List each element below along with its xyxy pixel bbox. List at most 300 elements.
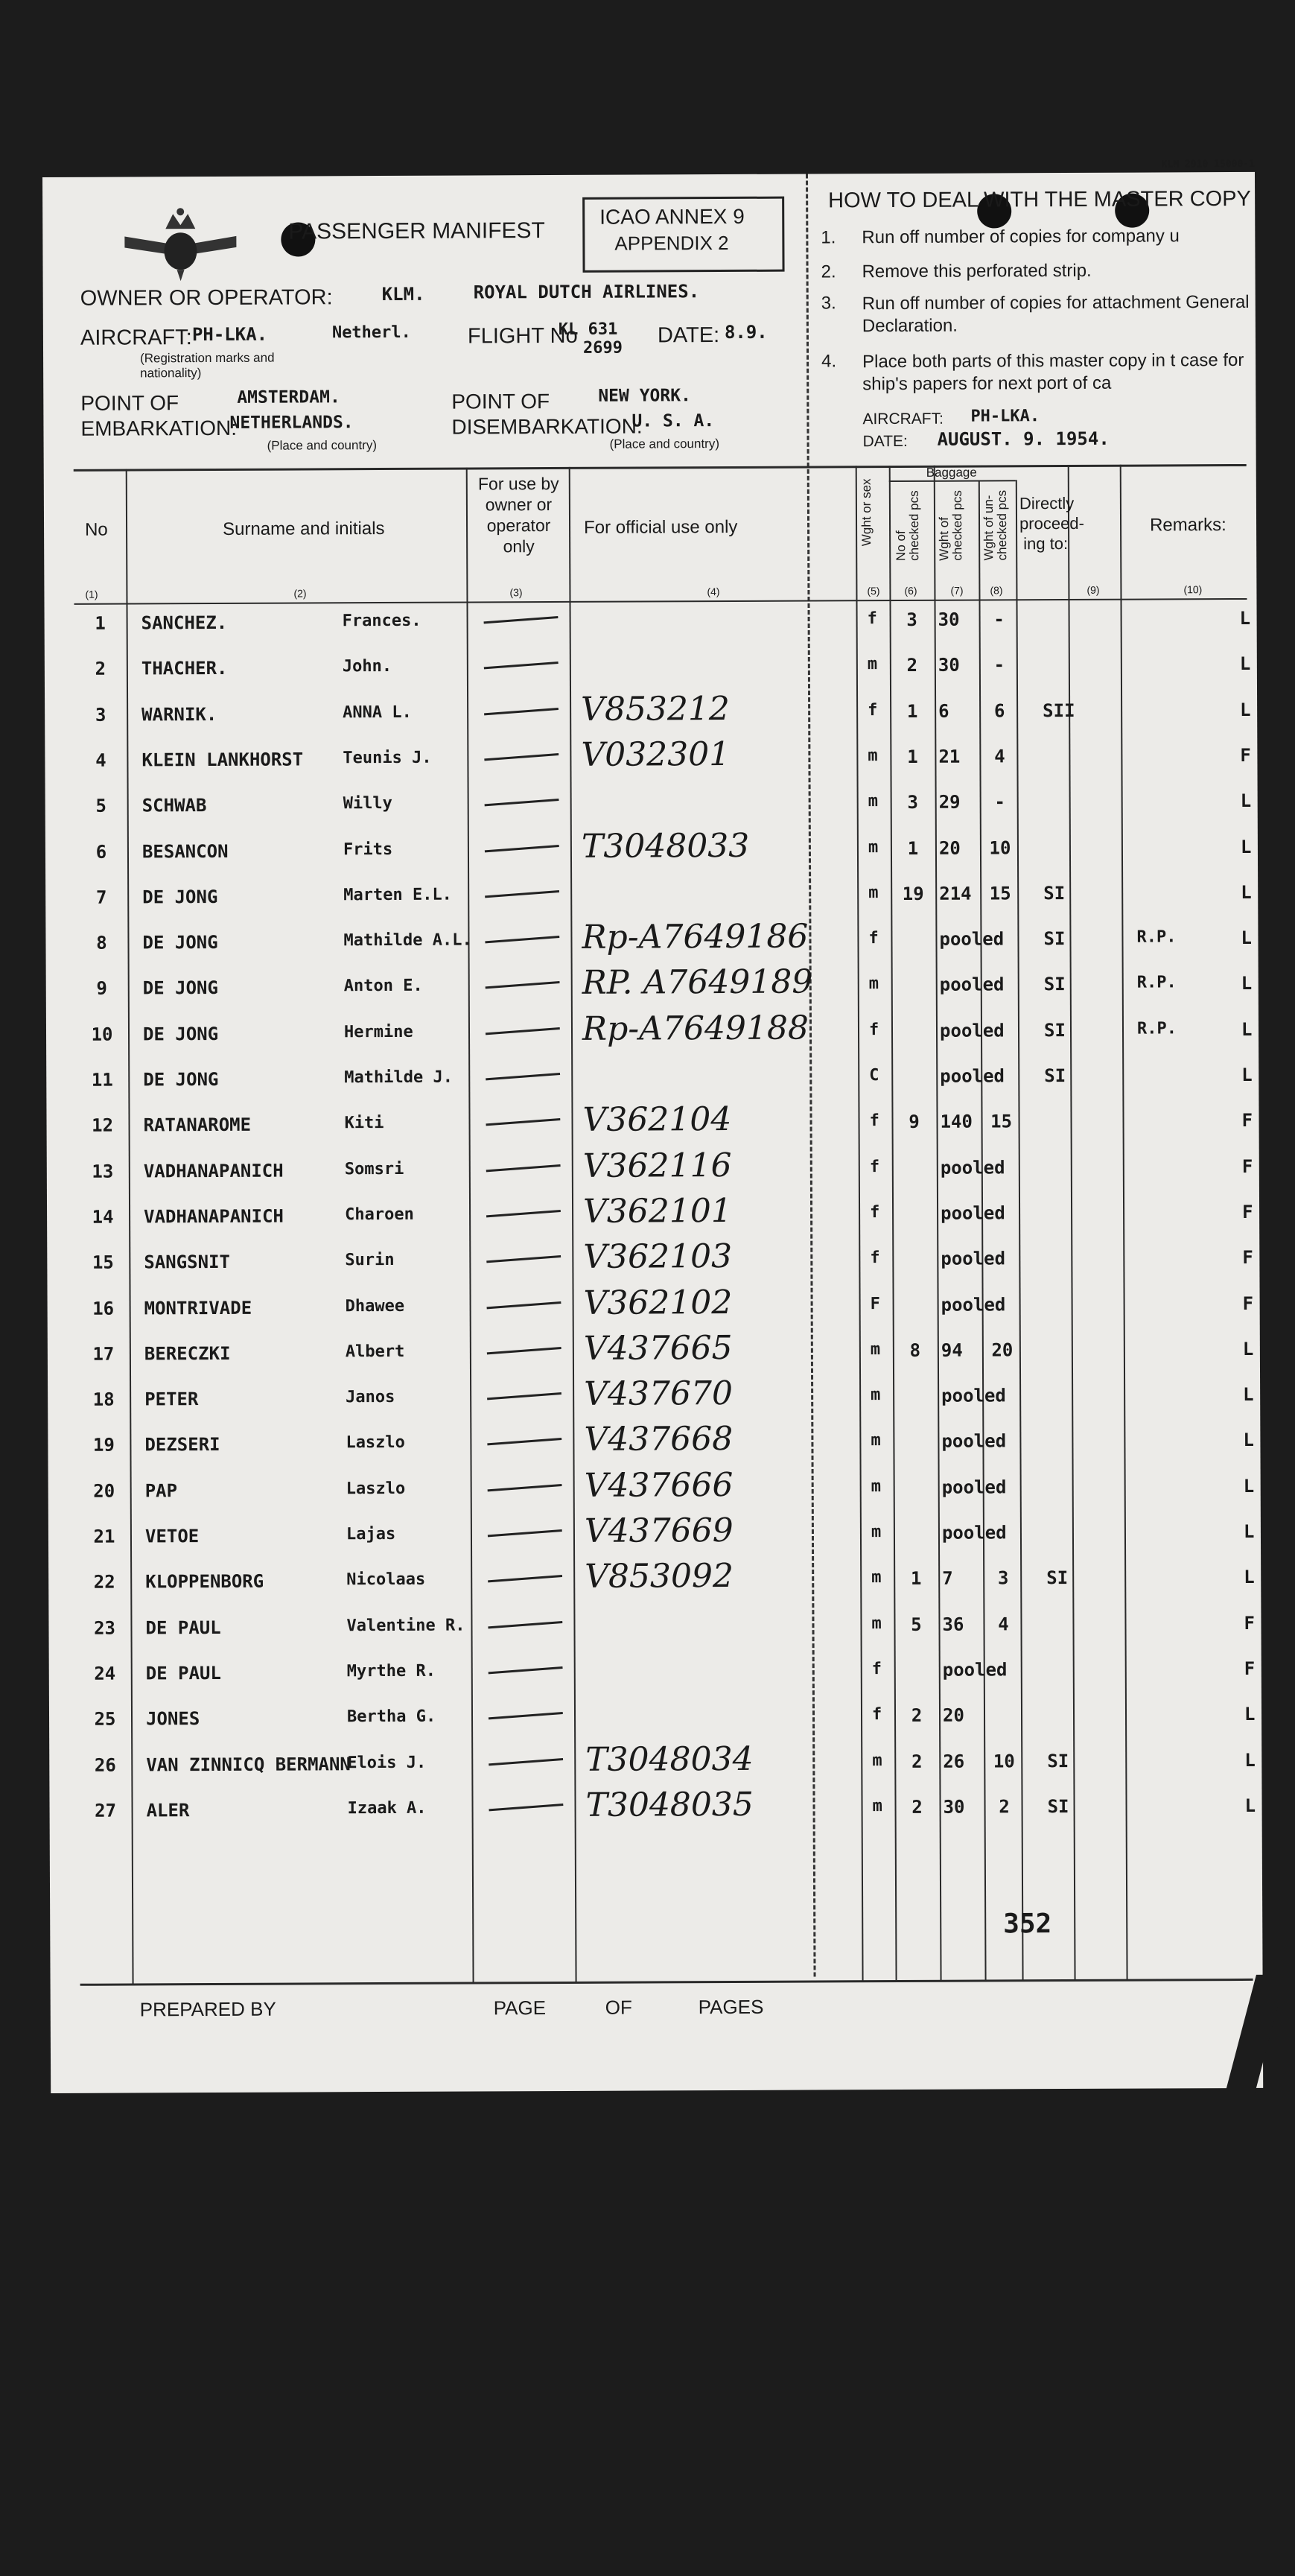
cell-no: 14 bbox=[92, 1206, 114, 1228]
cell-dest: SI bbox=[1043, 1019, 1066, 1041]
cell-sex: m bbox=[871, 1523, 882, 1542]
embarkation-note: (Place and country) bbox=[267, 438, 378, 453]
cell-no: 21 bbox=[93, 1526, 115, 1547]
check-mark-stroke bbox=[487, 1392, 561, 1400]
check-mark-stroke bbox=[485, 890, 559, 898]
cell-wt: pooled bbox=[939, 974, 1005, 996]
cell-given: Surin bbox=[345, 1251, 395, 1270]
cell-official: V437670 bbox=[584, 1374, 733, 1413]
cell-sex: m bbox=[868, 837, 879, 857]
cell-rem: F bbox=[1240, 744, 1251, 766]
cell-sex: f bbox=[867, 609, 877, 629]
check-mark-stroke bbox=[484, 662, 559, 669]
col-remarks: Remarks: bbox=[1149, 515, 1226, 536]
cell-sex: F bbox=[870, 1294, 880, 1313]
cell-wt: pooled bbox=[940, 1156, 1005, 1178]
cell-sex: m bbox=[868, 792, 878, 811]
cell-official: V853212 bbox=[581, 689, 730, 729]
cell-wt: 30 bbox=[938, 609, 960, 630]
cell-given: Marten E.L. bbox=[343, 885, 452, 905]
instruction-4-num: 4. bbox=[821, 351, 837, 372]
cell-rem: L bbox=[1244, 1795, 1256, 1816]
col-num-9: (9) bbox=[1086, 583, 1100, 596]
cell-sex: f bbox=[869, 1111, 879, 1131]
cell-given: Hermine bbox=[343, 1022, 413, 1041]
cell-surname: SANCHEZ. bbox=[141, 612, 228, 634]
cell-official: V362103 bbox=[583, 1237, 733, 1277]
cell-no: 23 bbox=[93, 1617, 116, 1639]
cell-no: 18 bbox=[92, 1389, 115, 1410]
page-total: 352 bbox=[1003, 1909, 1052, 1940]
owner-label: OWNER OR OPERATOR: bbox=[80, 285, 333, 311]
cell-official: V853092 bbox=[585, 1557, 734, 1596]
cell-official: V362102 bbox=[583, 1283, 733, 1322]
aircraft-value: PH-LKA. bbox=[191, 323, 268, 346]
check-mark-stroke bbox=[488, 1621, 562, 1628]
cell-official: T3048033 bbox=[581, 826, 750, 866]
cell-sex: m bbox=[868, 883, 879, 902]
check-mark-stroke bbox=[486, 1164, 561, 1172]
cell-given: Teunis J. bbox=[343, 748, 432, 768]
instruction-3-num: 3. bbox=[821, 293, 836, 314]
registration-note: (Registration marks and nationality) bbox=[140, 350, 275, 381]
cell-no: 19 bbox=[92, 1434, 115, 1456]
cell-official: V362104 bbox=[582, 1100, 732, 1140]
table-row bbox=[45, 608, 1257, 659]
cell-official: RP. A7649189 bbox=[582, 962, 813, 1003]
instruction-1-num: 1. bbox=[821, 227, 836, 248]
cell-no: 6 bbox=[95, 841, 107, 863]
cell-pcs: 2 bbox=[911, 1751, 923, 1772]
cell-surname: VAN ZINNICQ BERMANN bbox=[146, 1753, 351, 1775]
cell-dest: SI bbox=[1047, 1750, 1069, 1771]
cell-wt: pooled bbox=[940, 1065, 1005, 1087]
cell-rp: R.P. bbox=[1136, 973, 1177, 992]
cell-dest: SI bbox=[1043, 974, 1066, 995]
cell-rem: L bbox=[1240, 699, 1251, 720]
cell-sex: f bbox=[868, 700, 878, 720]
cell-sex: m bbox=[871, 1386, 881, 1405]
cell-official: Rp-A7649188 bbox=[582, 1009, 809, 1048]
cell-no: 17 bbox=[92, 1343, 115, 1365]
cell-surname: THACHER. bbox=[141, 658, 228, 679]
cell-surname: SANGSNIT bbox=[144, 1251, 231, 1273]
cell-sex: m bbox=[867, 655, 878, 674]
instructions-date-label: DATE: bbox=[862, 432, 908, 451]
col-weight-sex: Wght or sex bbox=[859, 478, 874, 547]
cell-official: T3048035 bbox=[585, 1785, 754, 1824]
cell-given: Laszlo bbox=[346, 1479, 406, 1498]
cell-wt: 29 bbox=[938, 791, 961, 813]
cell-wt: 214 bbox=[939, 883, 972, 904]
cell-given: Frances. bbox=[342, 611, 421, 631]
cell-given: Dhawee bbox=[345, 1296, 405, 1316]
cell-unwt: 15 bbox=[990, 1111, 1013, 1132]
cell-given: Mathilde A.L. bbox=[343, 930, 472, 951]
embarkation-value: AMSTERDAM. bbox=[237, 387, 340, 407]
cell-surname: DE PAUL bbox=[145, 1617, 221, 1639]
cell-wt: 26 bbox=[943, 1751, 965, 1772]
check-mark-stroke bbox=[485, 845, 559, 852]
cell-wt: pooled bbox=[941, 1522, 1007, 1544]
cell-dest: SI bbox=[1043, 928, 1066, 950]
cell-rem: L bbox=[1239, 607, 1251, 629]
passenger-table bbox=[45, 608, 1262, 1879]
cell-surname: VADHANAPANICH bbox=[143, 1160, 284, 1182]
sheet-notch bbox=[1225, 1975, 1286, 2094]
cell-no: 27 bbox=[95, 1800, 117, 1821]
cell-wt: pooled bbox=[941, 1202, 1005, 1224]
cell-rem: L bbox=[1239, 653, 1251, 675]
check-mark-stroke bbox=[489, 1666, 563, 1674]
cell-wt: 21 bbox=[938, 746, 961, 767]
col-directly: Directly proceed-ing to: bbox=[1019, 493, 1084, 553]
cell-no: 11 bbox=[91, 1069, 113, 1091]
cell-given: Elois J. bbox=[347, 1753, 427, 1772]
cell-dest: SI bbox=[1044, 1065, 1066, 1087]
cell-wt: 36 bbox=[942, 1614, 964, 1635]
cell-pcs: 1 bbox=[906, 700, 918, 722]
cell-official: V437665 bbox=[583, 1328, 733, 1368]
cell-unwt: 15 bbox=[989, 883, 1011, 904]
cell-official: V437668 bbox=[584, 1420, 734, 1459]
disembarkation-label: POINT OF DISEMBARKATION: bbox=[451, 390, 643, 439]
cell-given: Izaak A. bbox=[347, 1798, 427, 1818]
cell-pcs: 3 bbox=[907, 792, 918, 813]
cell-wt: pooled bbox=[939, 928, 1005, 950]
cell-given: ANNA L. bbox=[343, 702, 412, 722]
col-unchecked-wt: Wght of un-checked pcs bbox=[981, 489, 1010, 561]
page-title: PASSENGER MANIFEST bbox=[288, 218, 545, 244]
annex-label: ICAO ANNEX 9 bbox=[599, 204, 745, 229]
instruction-2-num: 2. bbox=[821, 261, 836, 282]
cell-given: Mathilde J. bbox=[344, 1067, 454, 1088]
flight-value-2: 2699 bbox=[582, 338, 623, 358]
cell-sex: f bbox=[870, 1202, 880, 1222]
cell-wt: pooled bbox=[941, 1248, 1006, 1269]
cell-sex: f bbox=[868, 929, 879, 948]
cell-given: Valentine R. bbox=[346, 1616, 465, 1635]
check-mark-stroke bbox=[487, 1347, 561, 1354]
cell-unwt: 6 bbox=[993, 699, 1005, 722]
check-mark-stroke bbox=[488, 1575, 562, 1582]
cell-rem: F bbox=[1241, 1155, 1253, 1177]
cell-no: 24 bbox=[94, 1663, 116, 1684]
check-mark-stroke bbox=[487, 1301, 561, 1309]
cell-dest: SI bbox=[1047, 1795, 1069, 1817]
cell-rem: F bbox=[1244, 1612, 1255, 1634]
cell-sex: m bbox=[868, 746, 878, 766]
table-row bbox=[49, 1658, 1261, 1709]
cell-given: John. bbox=[342, 657, 392, 676]
col-num-4: (4) bbox=[707, 586, 720, 598]
cell-rem: F bbox=[1242, 1247, 1253, 1269]
cell-surname: BERECZKI bbox=[144, 1342, 231, 1365]
cell-sex: m bbox=[871, 1431, 881, 1450]
cell-unwt: 10 bbox=[993, 1750, 1015, 1771]
appendix-label: APPENDIX 2 bbox=[614, 231, 729, 255]
col-surname: Surname and initials bbox=[223, 518, 385, 539]
cell-sex: f bbox=[871, 1659, 882, 1679]
annex-box bbox=[582, 197, 784, 273]
cell-surname: DE JONG bbox=[143, 1068, 219, 1091]
of-label: OF bbox=[605, 1996, 632, 2019]
cell-rem: L bbox=[1244, 1567, 1255, 1588]
instruction-3-text: Run off number of copies for attachment General Declaration. bbox=[862, 291, 1250, 337]
cell-wt: pooled bbox=[942, 1659, 1008, 1681]
cell-given: Willy bbox=[343, 794, 392, 813]
cell-surname: DE PAUL bbox=[145, 1662, 221, 1684]
col-num-5: (5) bbox=[867, 585, 880, 597]
cell-no: 12 bbox=[92, 1114, 114, 1137]
cell-pcs: 3 bbox=[906, 609, 917, 630]
cell-no: 2 bbox=[95, 658, 106, 679]
cell-pcs: 5 bbox=[911, 1614, 922, 1635]
cell-rem: L bbox=[1240, 790, 1252, 812]
flight-value: KL 631 bbox=[558, 320, 618, 339]
cell-rem: L bbox=[1241, 1064, 1253, 1085]
cell-pcs: 9 bbox=[909, 1111, 920, 1133]
cell-surname: VADHANAPANICH bbox=[144, 1205, 284, 1228]
check-mark-stroke bbox=[485, 799, 559, 806]
cell-official: V362101 bbox=[582, 1191, 732, 1231]
cell-sex: f bbox=[869, 1157, 880, 1176]
owner-name: ROYAL DUTCH AIRLINES. bbox=[473, 281, 700, 303]
cell-pcs: 2 bbox=[906, 655, 918, 676]
header-bottom-rule bbox=[74, 598, 1247, 605]
cell-no: 7 bbox=[95, 886, 107, 908]
cell-no: 13 bbox=[92, 1161, 114, 1182]
disembarkation-note: (Place and country) bbox=[609, 437, 720, 451]
cell-given: Somsri bbox=[344, 1159, 404, 1178]
cell-no: 5 bbox=[95, 795, 106, 816]
col-official: For official use only bbox=[584, 516, 738, 538]
instructions-date-value: AUGUST. 9. 1954. bbox=[937, 428, 1110, 450]
cell-official: V032301 bbox=[581, 735, 731, 774]
cell-dest: SI bbox=[1043, 882, 1066, 904]
cell-given: Frits bbox=[343, 840, 393, 859]
cell-wt: 20 bbox=[938, 837, 961, 859]
cell-rp: R.P. bbox=[1136, 1019, 1177, 1038]
col-num-10: (10) bbox=[1183, 583, 1203, 596]
instruction-1-text: Run off number of copies for company u bbox=[862, 226, 1180, 248]
cell-unwt: 4 bbox=[994, 746, 1005, 767]
pages-label: PAGES bbox=[698, 1995, 764, 2019]
cell-given: Nicolaas bbox=[346, 1570, 426, 1590]
cell-rem: L bbox=[1240, 836, 1252, 857]
check-mark-stroke bbox=[487, 1438, 561, 1445]
cell-sex: m bbox=[871, 1568, 882, 1587]
page-label: PAGE bbox=[493, 1996, 547, 2020]
cell-rem: L bbox=[1241, 1018, 1253, 1040]
cell-given: Albert bbox=[345, 1342, 405, 1362]
cell-surname: VETOE bbox=[144, 1526, 200, 1547]
col-owner-use: For use by owner or operator only bbox=[477, 473, 559, 556]
check-mark-stroke bbox=[484, 708, 559, 715]
cell-rem: L bbox=[1242, 1338, 1254, 1360]
cell-rem: L bbox=[1243, 1384, 1254, 1406]
cell-sex: f bbox=[870, 1249, 880, 1268]
cell-no: 1 bbox=[95, 612, 106, 634]
instructions-aircraft-value: PH-LKA. bbox=[970, 407, 1040, 426]
cell-wt: pooled bbox=[941, 1430, 1007, 1453]
col-num-1: (1) bbox=[85, 588, 98, 600]
check-mark-stroke bbox=[486, 981, 560, 989]
cell-given: Janos bbox=[346, 1388, 395, 1407]
table-row bbox=[50, 1785, 1262, 1846]
cell-unwt: 3 bbox=[997, 1567, 1009, 1589]
embarkation-country: NETHERLANDS. bbox=[229, 413, 354, 433]
cell-surname: KLEIN LANKHORST bbox=[141, 749, 304, 771]
cell-surname: SCHWAB bbox=[141, 795, 207, 816]
cell-wt: 140 bbox=[940, 1111, 973, 1133]
cell-rem: L bbox=[1243, 1430, 1254, 1451]
cell-surname: MONTRIVADE bbox=[144, 1297, 252, 1319]
cell-unwt: 4 bbox=[998, 1613, 1009, 1635]
cell-no: 10 bbox=[91, 1024, 113, 1045]
cell-rem: L bbox=[1243, 1520, 1255, 1542]
cell-no: 4 bbox=[95, 749, 106, 771]
cell-unwt: 10 bbox=[989, 837, 1011, 858]
cell-official: V362116 bbox=[582, 1146, 732, 1185]
cell-no: 26 bbox=[94, 1754, 116, 1776]
embarkation-label: POINT OF EMBARKATION: bbox=[80, 391, 238, 440]
cell-given: Lajas bbox=[346, 1524, 396, 1544]
cell-unwt: 2 bbox=[999, 1796, 1010, 1818]
cell-given: Anton E. bbox=[343, 977, 423, 996]
cell-sex: f bbox=[871, 1705, 882, 1725]
check-mark-stroke bbox=[489, 1712, 563, 1719]
cell-pcs: 1 bbox=[907, 746, 918, 767]
cell-surname: JONES bbox=[145, 1708, 200, 1730]
cell-official: T3048034 bbox=[585, 1739, 754, 1779]
cell-official: V437666 bbox=[584, 1465, 734, 1505]
col-no: No bbox=[85, 519, 108, 540]
check-mark-stroke bbox=[484, 753, 559, 761]
disembarkation-country: U. S. A. bbox=[631, 411, 715, 431]
cell-sex: C bbox=[869, 1066, 879, 1085]
col-num-8: (8) bbox=[990, 584, 1003, 597]
cell-dest: SI bbox=[1046, 1567, 1069, 1589]
cell-wt: 7 bbox=[942, 1567, 953, 1590]
cell-official: V437669 bbox=[584, 1511, 734, 1550]
check-mark-stroke bbox=[488, 1529, 562, 1537]
cell-pcs: 1 bbox=[910, 1568, 922, 1590]
disembarkation-value: NEW YORK. bbox=[598, 386, 691, 406]
cell-no: 16 bbox=[92, 1298, 115, 1319]
col-num-3: (3) bbox=[509, 586, 523, 599]
check-mark-stroke bbox=[485, 936, 559, 943]
cell-unwt: - bbox=[993, 654, 1005, 676]
col-checked-pcs: No of checked pcs bbox=[894, 490, 922, 562]
cell-surname: DE JONG bbox=[142, 977, 218, 999]
cell-given: Bertha G. bbox=[346, 1707, 436, 1727]
cell-pcs: 2 bbox=[911, 1796, 923, 1818]
cell-no: 22 bbox=[93, 1571, 115, 1593]
form-stamp: KLM 2910 15000-1 bbox=[1161, 158, 1255, 171]
nationality-value: Netherl. bbox=[331, 323, 411, 343]
cell-given: Myrthe R. bbox=[346, 1661, 436, 1681]
cell-surname: DEZSERI bbox=[144, 1434, 220, 1456]
check-mark-stroke bbox=[486, 1118, 560, 1126]
aircraft-label: AIRCRAFT: bbox=[80, 326, 192, 350]
cell-given: Laszlo bbox=[346, 1433, 405, 1453]
owner-value: KLM. bbox=[381, 283, 425, 305]
table-row bbox=[48, 1557, 1261, 1617]
cell-rem: F bbox=[1242, 1292, 1254, 1314]
cell-wt: pooled bbox=[941, 1385, 1006, 1406]
cell-pcs: 19 bbox=[902, 883, 924, 904]
cell-sex: m bbox=[871, 1476, 881, 1496]
cell-no: 3 bbox=[95, 704, 106, 726]
col-checked-wt: Wght of checked pcs bbox=[937, 490, 965, 561]
cell-sex: m bbox=[870, 1339, 881, 1359]
table-row bbox=[45, 826, 1258, 886]
date-value: 8.9. bbox=[724, 321, 768, 343]
cell-given: Kiti bbox=[344, 1114, 384, 1133]
cell-rem: L bbox=[1244, 1704, 1256, 1725]
cell-wt: 30 bbox=[938, 654, 960, 676]
cell-rp: R.P. bbox=[1136, 927, 1177, 947]
cell-given: Charoen bbox=[345, 1205, 414, 1225]
cell-wt: pooled bbox=[939, 1020, 1005, 1041]
cell-wt: 6 bbox=[938, 700, 949, 722]
cell-surname: BESANCON bbox=[141, 840, 229, 862]
table-row bbox=[48, 1612, 1261, 1663]
cell-sex: m bbox=[868, 974, 879, 994]
table-top-rule bbox=[74, 464, 1247, 472]
cell-surname: DE JONG bbox=[142, 886, 218, 908]
cell-sex: m bbox=[872, 1796, 882, 1815]
flight-label: FLIGHT No bbox=[467, 323, 578, 349]
cell-wt: 20 bbox=[942, 1704, 964, 1726]
cell-surname: WARNIK. bbox=[141, 703, 217, 726]
instructions-title: HOW TO DEAL WITH THE MASTER COPY bbox=[828, 186, 1251, 213]
cell-surname: PETER bbox=[144, 1389, 199, 1410]
cell-rem: L bbox=[1241, 927, 1252, 949]
cell-unwt: - bbox=[993, 609, 1005, 630]
check-mark-stroke bbox=[486, 1073, 560, 1080]
cell-no: 15 bbox=[92, 1251, 114, 1273]
cell-wt: 94 bbox=[941, 1339, 963, 1361]
cell-surname: PAP bbox=[144, 1479, 178, 1502]
instruction-4-text: Place both parts of this master copy in t case for ship's papers for next port of ca bbox=[862, 349, 1244, 395]
cell-unwt: - bbox=[994, 791, 1005, 813]
cell-surname: KLOPPENBORG bbox=[145, 1571, 264, 1593]
table-row bbox=[45, 735, 1257, 796]
cell-sex: m bbox=[871, 1614, 882, 1633]
cell-rem: L bbox=[1241, 973, 1253, 994]
cell-official: Rp-A7649186 bbox=[582, 917, 809, 957]
check-mark-stroke bbox=[486, 1255, 561, 1263]
cell-dest: SII bbox=[1043, 699, 1075, 721]
cell-no: 9 bbox=[96, 978, 108, 1000]
cell-rem: F bbox=[1242, 1201, 1253, 1222]
cell-rem: F bbox=[1244, 1657, 1256, 1679]
cell-surname: DE JONG bbox=[142, 1023, 219, 1045]
col-baggage: Baggage bbox=[926, 465, 977, 480]
cell-surname: DE JONG bbox=[142, 932, 218, 954]
cell-rem: L bbox=[1241, 881, 1252, 903]
check-mark-stroke bbox=[489, 1803, 563, 1811]
check-mark-stroke bbox=[484, 616, 559, 624]
cell-sex: f bbox=[868, 1020, 879, 1039]
cell-rem: L bbox=[1243, 1475, 1255, 1497]
cell-no: 20 bbox=[93, 1480, 115, 1502]
check-mark-stroke bbox=[486, 1210, 561, 1217]
col-num-2: (2) bbox=[293, 587, 307, 600]
cell-surname: RATANAROME bbox=[143, 1114, 252, 1136]
